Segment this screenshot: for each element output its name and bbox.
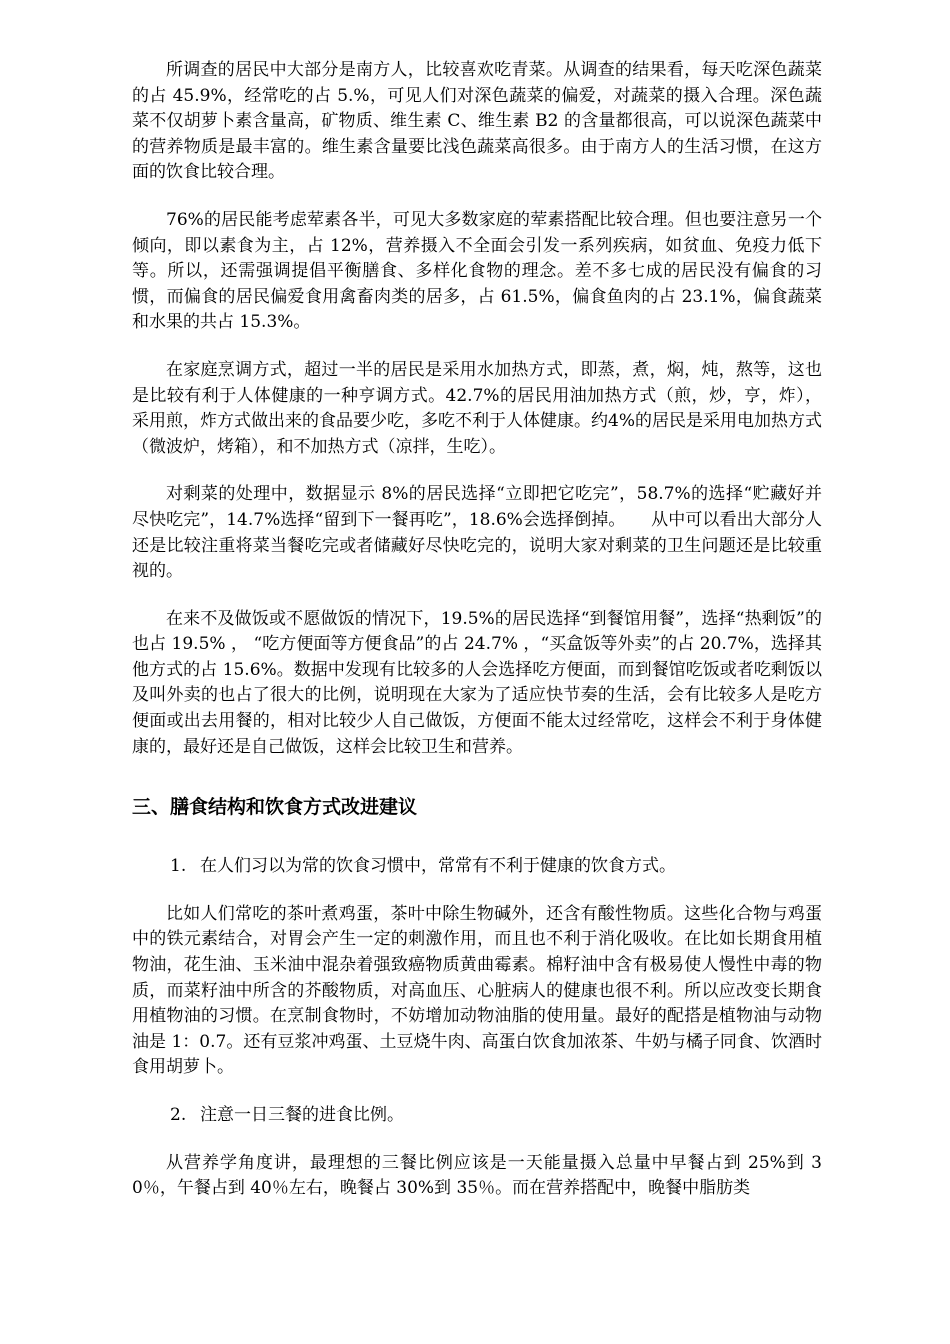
list-item-2 <box>132 1103 822 1129</box>
paragraph-meal-ratio: 从营养学角度讲，最理想的三餐比例应该是一天能量摄入总量中早餐占到 25%到 30％，午餐占到 40％左右，晚餐占 30%到 35％。而在营养搭配中，晚餐中脂肪类 <box>132 1152 822 1199</box>
paragraph-leftovers: 对剩菜的处理中，数据显示 8%的居民选择“立即把它吃完”，58.7%的选择“贮藏好并尽快吃完”，14.7%选择“留到下一餐再吃”，18.6%会选择倒掉。 从中可以看出大部分人还是比较注重将菜当餐吃完或者储藏好尽快吃完的，说明大家对剩菜的卫生问题还是比较重视的。 <box>132 484 822 582</box>
list-item-1 <box>132 854 822 880</box>
list-item-1-text: 在人们习以为常的饮食习惯中，常常有不利于健康的饮食方式。 <box>200 856 676 877</box>
list-item-1-number: 1. <box>170 856 187 877</box>
paragraph-cooking-methods: 在家庭烹调方式，超过一半的居民是采用水加热方式，即蒸，煮，焖，炖，熬等，这也是比较有利于人体健康的一种亨调方式。42.7%的居民用油加热方式（煎，炒，亨，炸），采用煎，炸方式做出来的食品要少吃，多吃不利于人体健康。约4%的居民是采用电加热方式（微波炉，烤箱），和不加热方式（凉拌，生吃）。 <box>132 359 822 457</box>
section-title: 三、膳食结构和饮食方式改进建议 <box>132 796 418 819</box>
list-item-2-text: 注意一日三餐的进食比例。 <box>200 1105 404 1125</box>
document-page <box>132 58 822 1224</box>
list-item-2-number: 2. <box>170 1105 187 1125</box>
paragraph-meat-vegetable-balance: 76%的居民能考虑荤素各半，可见大多数家庭的荤素搭配比较合理。但也要注意另一个倾向，即以素食为主，占 12%，营养摄入不全面会引发一系列疾病，如贫血、免疫力低下等。所以，还需强调提倡平衡膳食、多样化食物的理念。差不多七成的居民没有偏食的习惯，而偏食的居民偏爱食用禽畜肉类的居多，占 61.5%，偏食鱼肉的占 23.1%，偏食蔬菜和水果的共占 15.3%。 <box>132 209 822 333</box>
paragraph-unhealthy-habits: 比如人们常吃的茶叶煮鸡蛋，茶叶中除生物碱外，还含有酸性物质。这些化合物与鸡蛋中的铁元素结合，对胃会产生一定的刺激作用，而且也不利于消化吸收。在比如长期食用植物油，花生油、玉米油中混杂着强致癌物质黄曲霉素。棉籽油中含有极易使人慢性中毒的物质，而菜籽油中所含的芥酸物质，对高血压、心脏病人的健康也很不利。所以应改变长期食用植物油的习惯。在烹制食物时，不妨增加动物油脂的使用量。最好的配搭是植物油与动物油是 1：0.7。还有豆浆冲鸡蛋、土豆烧牛肉、高蛋白饮食加浓茶、牛奶与橘子同食、饮酒时食用胡萝卜。 <box>132 903 822 1078</box>
paragraph-vegetables: 所调查的居民中大部分是南方人，比较喜欢吃青菜。从调查的结果看，每天吃深色蔬菜的占 45.9%，经常吃的占 5.%，可见人们对深色蔬菜的偏爱，对蔬菜的摄入合理。深色蔬菜不仅胡萝卜素含量高，矿物质、维生素 C、维生素 B2 的含量都很高，可以说深色蔬菜中的营养物质是最丰富的。维生素含量要比浅色蔬菜高很多。由于南方人的生活习惯，在这方面的饮食比较合理。 <box>132 60 822 183</box>
paragraph-fast-meals: 在来不及做饭或不愿做饭的情况下，19.5%的居民选择“到餐馆用餐”，选择“热剩饭”的也占 19.5% ， “吃方便面等方便食品”的占 24.7% ，“买盒饭等外卖”的占 20.7%，选择其他方式的占 15.6%。数据中发现有比较多的人会选择吃方便面，而到餐馆吃饭或者吃剩饭以及叫外卖的也占了很大的比例，说明现在大家为了适应快节奏的生活，会有比较多人是吃方便面或出去用餐的，相对比较少人自己做饭，方便面不能太过经常吃，这样会不利于身体健康的，最好还是自己做饭，这样会比较卫生和营养。 <box>132 608 822 757</box>
